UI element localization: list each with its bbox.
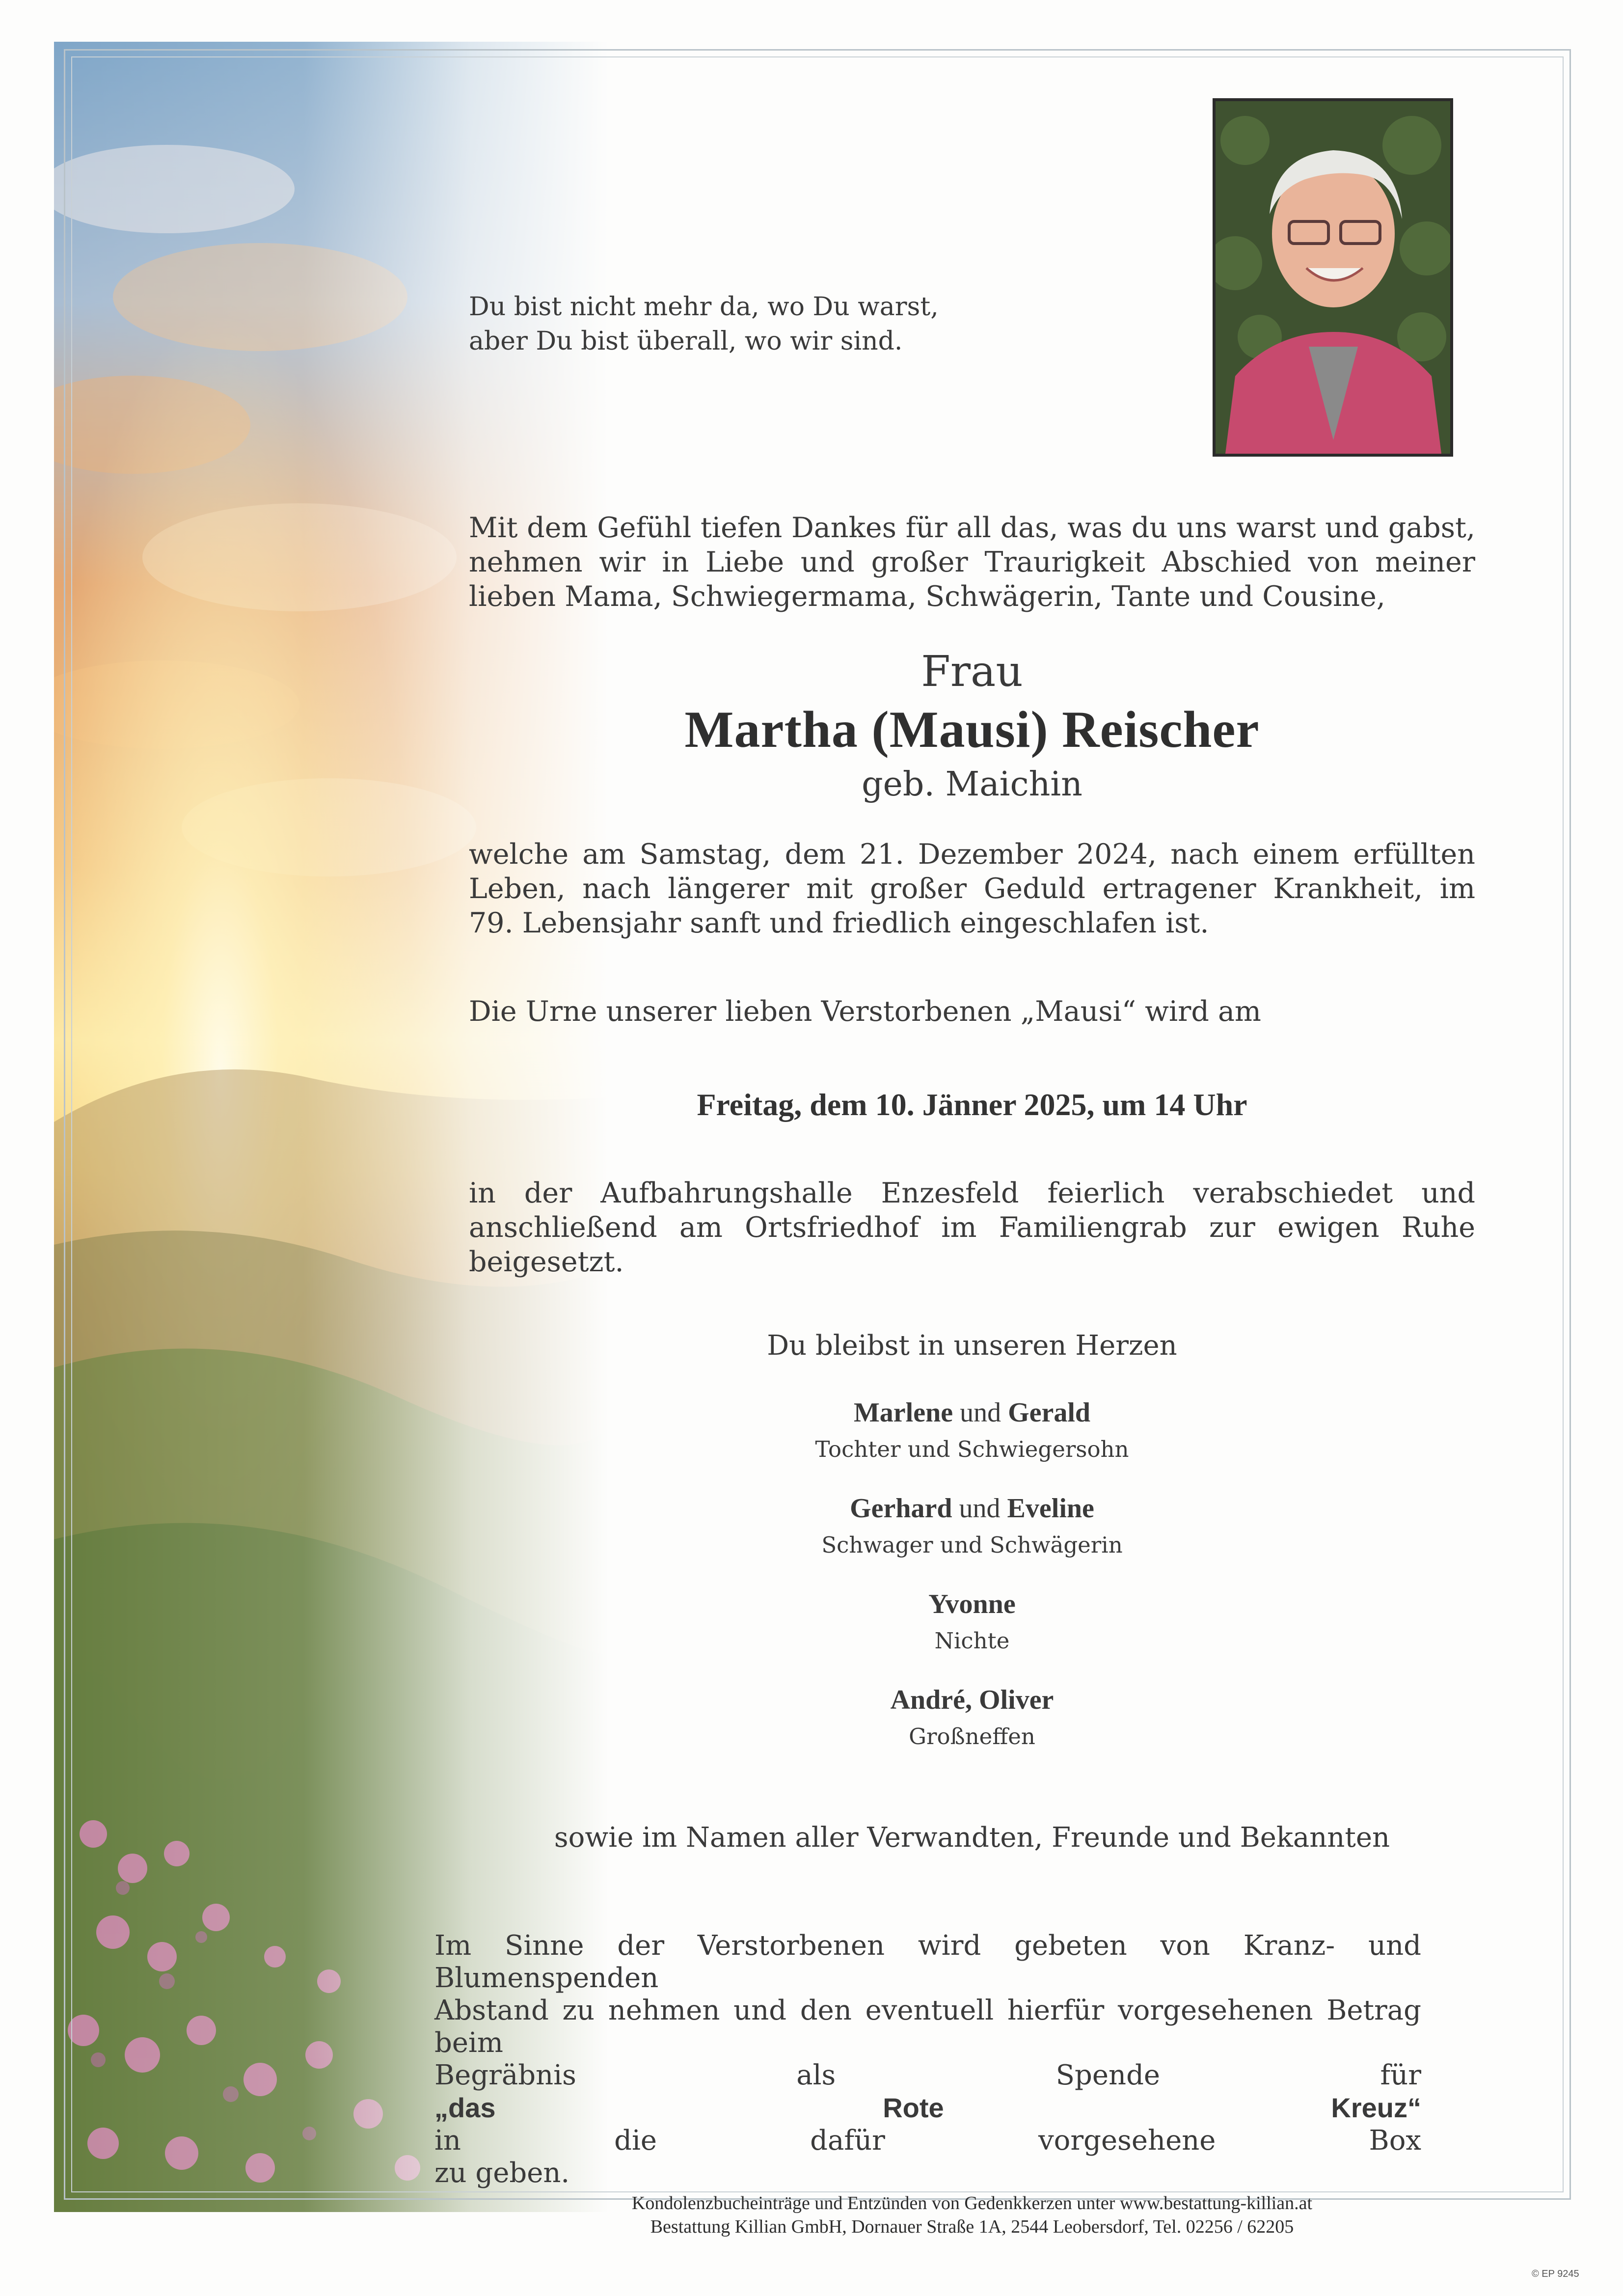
intro-line: Mit dem Gefühl tiefen Dankes für all das, was du uns warst und gabst, — [469, 512, 1475, 544]
ceremony-date: Freitag, dem 10. Jänner 2025, um 14 Uhr — [697, 1087, 1247, 1122]
footer-condolence: Kondolenzbucheinträge und Entzünden von Gedenkkerzen unter www.bestattung-killian.at — [631, 2193, 1313, 2214]
ceremony-line: in der Aufbahrungshalle Enzesfeld feierlich verabschiedet und — [469, 1177, 1475, 1209]
mourner-name: Gerald — [1008, 1397, 1091, 1428]
death-line: Leben, nach längerer mit großer Geduld ertragener Krankheit, im — [469, 873, 1475, 905]
urn-intro — [469, 994, 1475, 1029]
mourner-role: Tochter und Schwiegersohn — [815, 1436, 1129, 1462]
mourner-names — [469, 1493, 1475, 1524]
donation-note — [434, 1930, 1421, 2189]
memorial-quote — [469, 290, 939, 358]
death-line: 79. Lebensjahr sanft und friedlich eingeschlafen ist. — [469, 907, 1209, 939]
mourner-role: Schwager und Schwägerin — [821, 1532, 1123, 1558]
quote-line: aber Du bist überall, wo wir sind. — [469, 327, 903, 356]
donation-line: zu geben. — [434, 2157, 570, 2189]
mourner-names — [469, 1588, 1475, 1620]
portrait-photo — [1213, 98, 1453, 457]
mourner-name: Eveline — [1007, 1493, 1094, 1524]
mourner-joiner: und — [952, 1493, 1007, 1524]
donation-text: in die dafür vorgesehene Box — [434, 2125, 1421, 2157]
birth-name: geb. Maichin — [862, 765, 1082, 804]
mourner-name: Marlene — [853, 1397, 953, 1428]
heart-line: Du bleibst in unseren Herzen — [767, 1330, 1177, 1362]
ceremony-line: beigesetzt. — [469, 1246, 624, 1278]
mourner-name: Gerhard — [850, 1493, 952, 1524]
ceremony-details — [469, 1176, 1475, 1279]
intro-line: nehmen wir in Liebe und großer Traurigkeit Abschied von meiner — [469, 546, 1475, 578]
also-line: sowie im Namen aller Verwandten, Freunde und Bekannten — [554, 1822, 1390, 1854]
mourner-name: Yvonne — [928, 1589, 1016, 1619]
footer-address: Bestattung Killian GmbH, Dornauer Straße 1A, 2544 Leobersdorf, Tel. 02256 / 62205 — [650, 2216, 1294, 2237]
mourner-role: Nichte — [934, 1628, 1010, 1654]
donation-text: Begräbnis als Spende für — [434, 2059, 1421, 2091]
print-code: © EP 9245 — [1532, 2269, 1579, 2279]
mourner-role: Großneffen — [909, 1723, 1035, 1749]
donation-line: Im Sinne der Verstorbenen wird gebeten von Kranz- und Blumenspenden — [434, 1930, 1421, 1994]
quote-line: Du bist nicht mehr da, wo Du warst, — [469, 292, 939, 322]
donation-charity: „das Rote Kreuz“ — [434, 2092, 1421, 2123]
mourner-name: André, Oliver — [890, 1685, 1054, 1715]
deceased-name: Martha (Mausi) Reischer — [684, 701, 1260, 758]
urn-line: Die Urne unserer lieben Verstorbenen „Mausi“ wird am — [469, 995, 1261, 1028]
ceremony-line: anschließend am Ortsfriedhof im Familiengrab zur ewigen Ruhe — [469, 1211, 1475, 1244]
intro-line: lieben Mama, Schwiegermama, Schwägerin, Tante und Cousine, — [469, 580, 1385, 613]
death-notice — [469, 837, 1475, 940]
intro-paragraph — [469, 511, 1475, 614]
mourner-joiner: und — [953, 1397, 1008, 1428]
donation-line — [434, 2059, 1421, 2157]
mourner-names — [469, 1397, 1475, 1428]
donation-line: Abstand zu nehmen und den eventuell hierfür vorgesehenen Betrag beim — [434, 1995, 1421, 2059]
death-line: welche am Samstag, dem 21. Dezember 2024, nach einem erfüllten — [469, 838, 1475, 871]
salutation: Frau — [921, 647, 1023, 696]
mourner-names — [469, 1684, 1475, 1716]
